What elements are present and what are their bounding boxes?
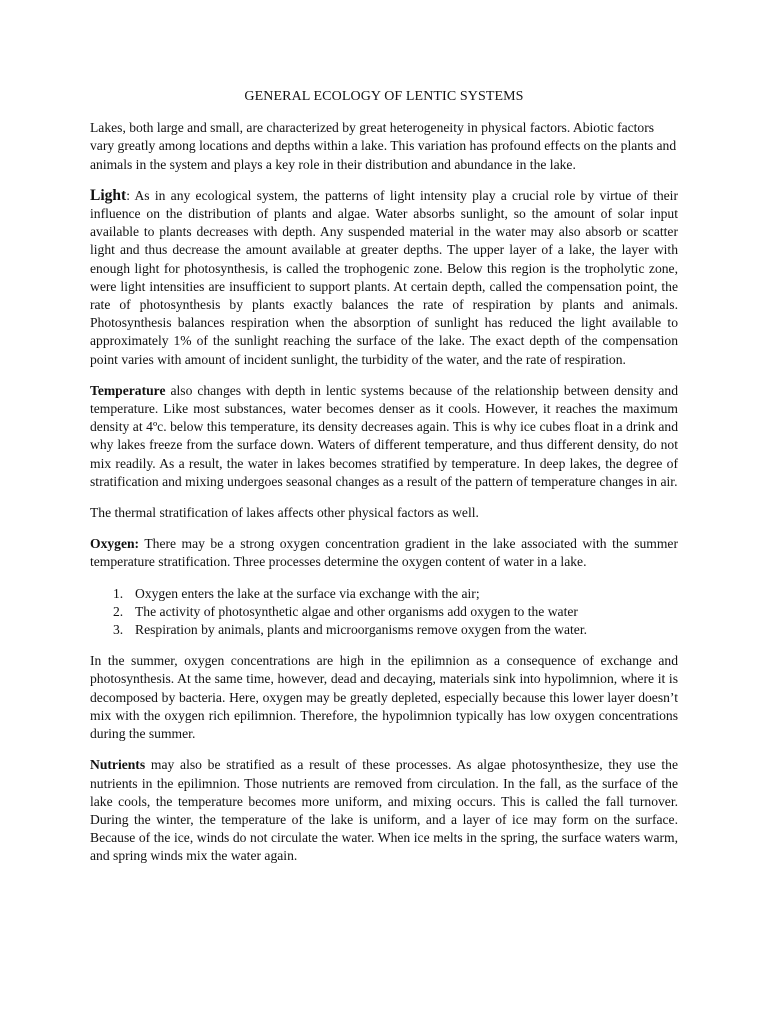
list-item-number: 2.	[113, 603, 124, 619]
nutrients-term: Nutrients	[90, 757, 146, 773]
list-item	[113, 585, 678, 603]
summer-paragraph: In the summer, oxygen concentrations are high in the epilimnion as a consequence of exchange and photosynthesis. At the same time, however, dead and decaying, materials sink into hypolimnion, where it is decomposed by bacteria. Here, oxygen may be greatly depleted, especially because this lower layer doesn’t mix with the oxygen rich epilimnion. Therefore, the hypolimnion typically has low oxygen concentrations during the summer.	[90, 653, 678, 742]
oxygen-text: There may be a strong oxygen concentration gradient in the lake associated with the summer temperature stratification. Three processes determine the oxygen content of water in a lake.	[90, 536, 678, 570]
light-term: Light	[90, 186, 127, 204]
document-page	[90, 88, 678, 879]
list-item-number: 1.	[113, 585, 124, 601]
list-item	[113, 621, 678, 639]
list-item-text: Respiration by animals, plants and microorganisms remove oxygen from the water.	[135, 622, 588, 638]
light-paragraph	[90, 187, 678, 369]
temperature-term: Temperature	[90, 382, 166, 398]
list-item-text: Oxygen enters the lake at the surface via exchange with the air;	[135, 585, 480, 601]
light-text: : As in any ecological system, the patterns of light intensity play a crucial role by virtue of their influence on the distribution of plants and algae. Water absorbs sunlight, so the amount of solar input available to plants decreases with depth. Any suspended material in the water may also absorb or scatter light and thus decrease the amount available at greater depths. The upper layer of a lake, the layer with enough light for photosynthesis, is called the trophogenic zone. Below this region is the tropholytic zone, were light intensities are insufficient to support plants. At certain depth, called the compensation point, the rate of photosynthesis by plants exactly balances the rate of respiration by plants and animals. Photosynthesis balances respiration when the absorption of sunlight has reduced the light available to approximately 1% of the sunlight reaching the surface of the lake. The exact depth of the compensation point varies with amount of incident sunlight, the turbidity of the water, and the rate of respiration.	[90, 187, 678, 367]
oxygen-paragraph	[90, 535, 678, 571]
list-item-text: The activity of photosynthetic algae and other organisms add oxygen to the water	[135, 603, 578, 619]
nutrients-text: may also be stratified as a result of these processes. As algae photosynthesize, they use the nutrients in the epilimnion. Those nutrients are removed from circulation. In the fall, as the surface of the lake cools, the temperature becomes more uniform, and mixing occurs. This is called the fall turnover. During the winter, the temperature of the lake is uniform, and a layer of ice may form on the surface. Because of the ice, winds do not circulate the water. When ice melts in the spring, the surface waters warm, and spring winds mix the water again.	[90, 757, 678, 864]
oxygen-term: Oxygen:	[90, 536, 140, 552]
thermal-paragraph: The thermal stratification of lakes affects other physical factors as well.	[90, 505, 479, 521]
list-item	[113, 603, 678, 621]
temperature-text: also changes with depth in lentic systems because of the relationship between density and temperature. Like most substances, water becomes denser as it cools. However, it reaches the maximum density at 4ºc. below this temperature, its density decreases again. This is why ice cubes float in a drink and why lakes freeze from the surface down. Waters of different temperature, and thus different density, do not mix readily. As a result, the water in lakes becomes stratified by temperature. In deep lakes, the degree of stratification and mixing undergoes seasonal changes as a result of the pattern of temperature changes in air.	[90, 382, 678, 489]
nutrients-paragraph	[90, 756, 678, 865]
intro-paragraph: Lakes, both large and small, are characterized by great heterogeneity in physical factors. Abiotic factors vary greatly among locations and depths within a lake. This variation has profound effects on the plants and animals in the system and plays a key role in their distribution and abundance in the lake.	[90, 120, 677, 172]
list-item-number: 3.	[113, 622, 124, 638]
page-title: GENERAL ECOLOGY OF LENTIC SYSTEMS	[244, 89, 524, 104]
temperature-paragraph	[90, 382, 678, 491]
oxygen-process-list	[90, 585, 678, 640]
